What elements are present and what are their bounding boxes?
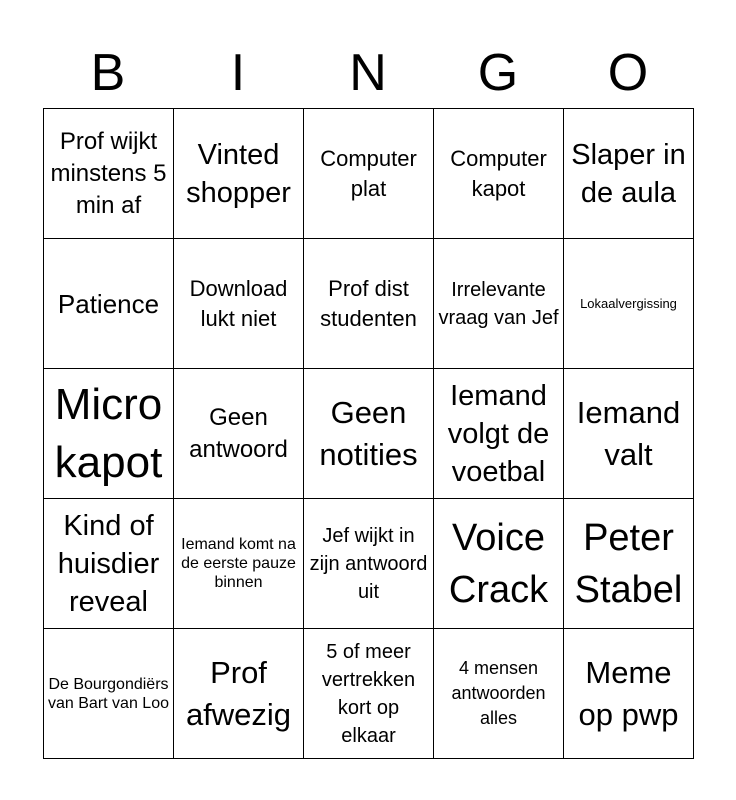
cell-text: De Bourgondiërs van Bart van Loo — [48, 675, 169, 712]
bingo-cell[interactable] — [434, 369, 564, 499]
cell-text: Lokaalvergissing — [580, 295, 677, 311]
cell-text: Computer plat — [320, 145, 417, 201]
cell-text: 4 mensen antwoorden alles — [451, 658, 546, 728]
header-letter-i: I — [230, 44, 246, 102]
bingo-cell[interactable] — [304, 239, 434, 369]
cell-text: Computer kapot — [450, 145, 547, 201]
bingo-cell[interactable] — [44, 109, 174, 239]
bingo-cell[interactable] — [174, 629, 304, 759]
bingo-cell[interactable] — [434, 239, 564, 369]
bingo-cell[interactable] — [44, 369, 174, 499]
cell-text: Irrelevante vraag van Jef — [438, 278, 559, 329]
bingo-cell[interactable] — [564, 369, 694, 499]
cell-text: Iemand volgt de voetbal — [447, 379, 550, 488]
bingo-cell[interactable] — [174, 369, 304, 499]
bingo-cell[interactable] — [564, 499, 694, 629]
cell-text: Slaper in de aula — [571, 138, 686, 209]
cell-text: Micro kapot — [54, 379, 163, 487]
cell-text: Prof dist studenten — [320, 275, 417, 331]
bingo-cell[interactable] — [434, 499, 564, 629]
bingo-cell[interactable] — [44, 629, 174, 759]
header-letter-n: N — [349, 44, 387, 102]
bingo-cell[interactable] — [304, 109, 434, 239]
bingo-cell[interactable] — [174, 499, 304, 629]
bingo-cell[interactable] — [174, 239, 304, 369]
bingo-cell[interactable] — [304, 629, 434, 759]
bingo-cell[interactable] — [44, 499, 174, 629]
bingo-cell[interactable] — [564, 629, 694, 759]
bingo-cell[interactable] — [304, 369, 434, 499]
cell-text: Prof wijkt minstens 5 min af — [50, 127, 167, 219]
cell-text: Geen antwoord — [189, 403, 288, 463]
header-letter-o: O — [607, 44, 649, 102]
cell-text: Kind of huisdier reveal — [57, 509, 160, 618]
cell-text: Download lukt niet — [189, 275, 288, 331]
cell-text: Voice Crack — [448, 516, 549, 611]
bingo-cell[interactable] — [44, 239, 174, 369]
cell-text: Meme op pwp — [578, 654, 679, 732]
cell-text: Geen notities — [319, 394, 418, 472]
bingo-cell[interactable] — [564, 239, 694, 369]
header-letter-g: G — [477, 44, 519, 102]
cell-text: Peter Stabel — [574, 516, 683, 611]
bingo-header — [43, 38, 693, 108]
cell-text: Patience — [57, 288, 160, 319]
cell-text: Iemand komt na de eerste pauze binnen — [181, 536, 296, 591]
bingo-cell[interactable] — [304, 499, 434, 629]
cell-text: Jef wijkt in zijn antwoord uit — [309, 524, 428, 603]
cell-text: Vinted shopper — [186, 138, 291, 209]
cell-text: 5 of meer vertrekken kort op elkaar — [321, 640, 416, 747]
header-letter-b: B — [90, 44, 126, 102]
bingo-cell[interactable] — [174, 109, 304, 239]
cell-text: Prof afwezig — [185, 654, 292, 732]
bingo-cell[interactable] — [564, 109, 694, 239]
bingo-cell[interactable] — [434, 109, 564, 239]
cell-text: Iemand valt — [576, 394, 681, 472]
bingo-grid — [43, 108, 694, 759]
bingo-cell[interactable] — [434, 629, 564, 759]
